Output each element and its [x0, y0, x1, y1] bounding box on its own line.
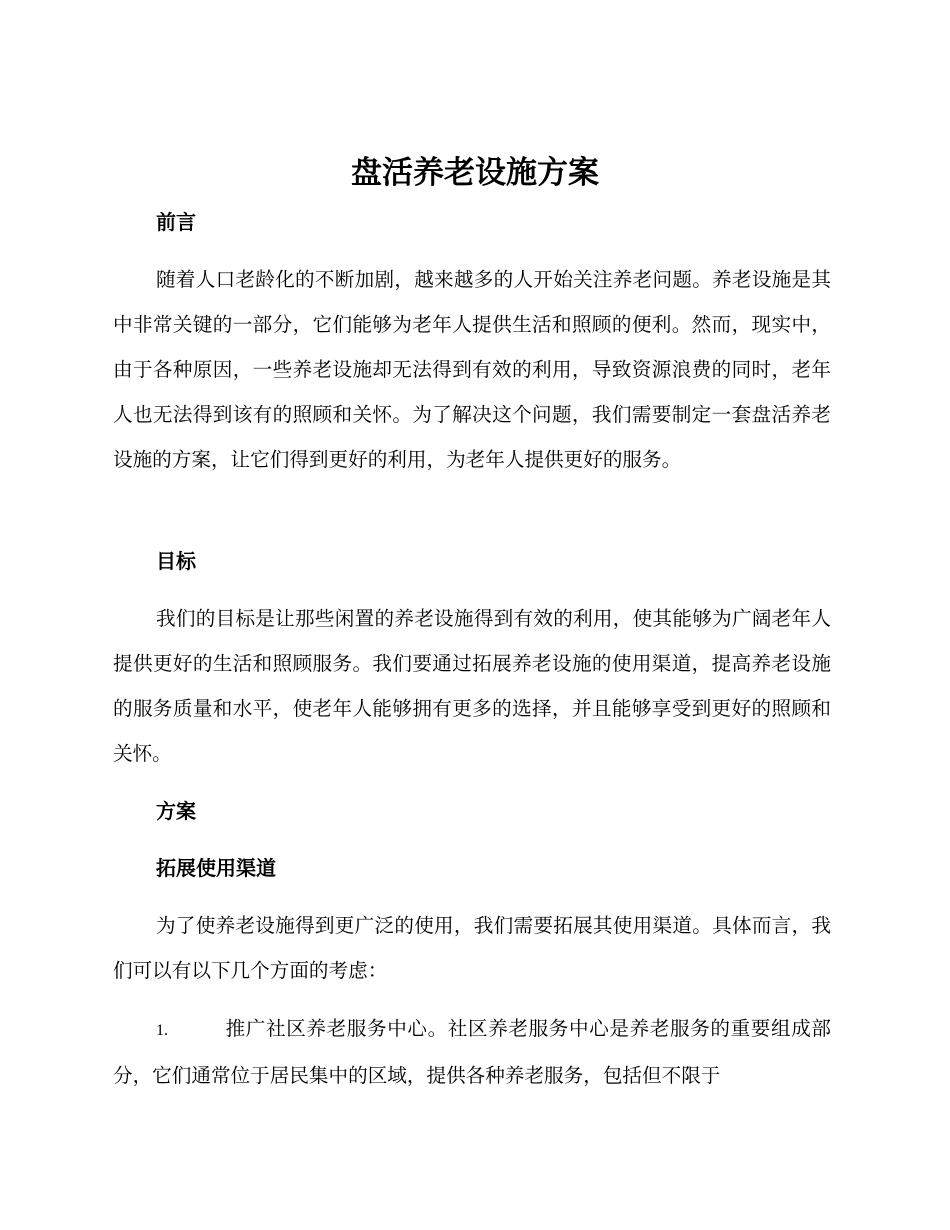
section-paragraph-goal: 我们的目标是让那些闲置的养老设施得到有效的利用，使其能够为广阔老年人提供更好的生活和照顾服务。我们要通过拓展养老设施的使用渠道，提高养老设施的服务质量和水平，使老年人能够拥有更多的选择，并且能够享受到更好的照顾和关怀。 — [113, 607, 831, 765]
section-heading-expand-channels: 拓展使用渠道 — [156, 856, 276, 880]
document-title: 盘活养老设施方案 — [351, 155, 599, 191]
list-item — [113, 1006, 831, 1098]
section-paragraph-expand-channels: 为了使养老设施得到更广泛的使用，我们需要拓展其使用渠道。具体而言，我们可以有以下几个方面的考虑： — [113, 914, 831, 982]
list-item-number: 1. — [156, 1022, 168, 1039]
section-paragraph-preface: 随着人口老龄化的不断加剧，越来越多的人开始关注养老问题。养老设施是其中非常关键的一部分，它们能够为老年人提供生活和照顾的便利。然而，现实中，由于各种原因，一些养老设施却无法得到有效的利用，导致资源浪费的同时，老年人也无法得到该有的照顾和关怀。为了解决这个问题，我们需要制定一套盘活养老设施的方案，让它们得到更好的利用，为老年人提供更好的服务。 — [113, 268, 831, 471]
list-item-text: 推广社区养老服务中心。社区养老服务中心是养老服务的重要组成部分，它们通常位于居民集中的区域，提供各种养老服务，包括但不限于 — [113, 1017, 831, 1087]
section-heading-preface: 前言 — [156, 210, 196, 234]
section-heading-plan: 方案 — [156, 799, 196, 823]
section-heading-goal: 目标 — [156, 549, 196, 573]
